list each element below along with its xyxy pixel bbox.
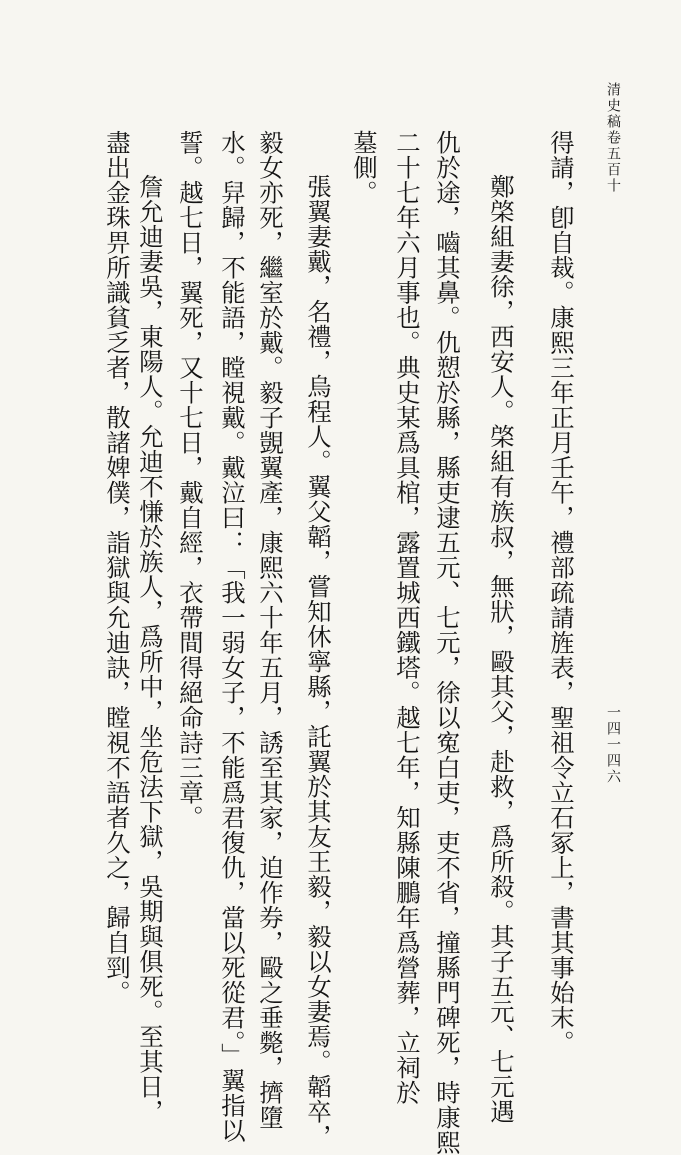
text-column-1: 得請，卽自裁。康熙三年正月壬午，禮部疏請旌表，聖祖令立石冢上，書其事始末。 [546, 130, 575, 1055]
text-column-7: 毅女亦死，繼室於戴。毅子覬翼產，康熙六十年五月，誘至其家，迫作券，毆之垂斃，擠墮 [255, 130, 284, 1130]
text-column-8: 水。舁歸，不能語，瞠視戴。戴泣曰：「我一弱女子，不能爲君復仇，當以死從君。」翼指以 [217, 130, 246, 1143]
text-column-11: 盡出金珠畀所識貧乏者，散諸婢僕，詣獄與允迪訣，瞠視不語者久之，歸自剄。 [102, 130, 131, 1005]
book-title: 清史稿卷五百十 [605, 82, 621, 194]
text-column-2: 鄭棨組妻徐，西安人。棨組有族叔，無狀，毆其父，赴救，爲所殺。其子五元、七元遇 [486, 174, 515, 1124]
text-column-3: 仇於途，嚙其鼻。仇愬於縣，縣吏逮五元、七元，徐以寃白吏，吏不省，撞縣門碑死，時康熙 [432, 130, 461, 1155]
text-column-9: 誓。越七日，翼死，又十七日，戴自經，衣帶間得絕命詩三章。 [175, 130, 204, 830]
text-column-4: 二十七年六月事也。典史某爲具棺，露置城西鐵塔。越七年，知縣陳鵬年爲營葬，立祠於 [392, 130, 421, 1105]
page-number: 一四一四六 [605, 705, 621, 785]
text-column-10: 詹允迪妻吳，東陽人。允迪不慊於族人，爲所中，坐危法下獄，吳期與俱死。至其日， [135, 174, 164, 1124]
text-column-5: 墓側。 [349, 130, 378, 205]
text-column-6: 張翼妻戴，名禮，烏程人。翼父韜，嘗知休寧縣，託翼於其友王毅，毅以女妻焉。韜卒， [303, 174, 332, 1149]
